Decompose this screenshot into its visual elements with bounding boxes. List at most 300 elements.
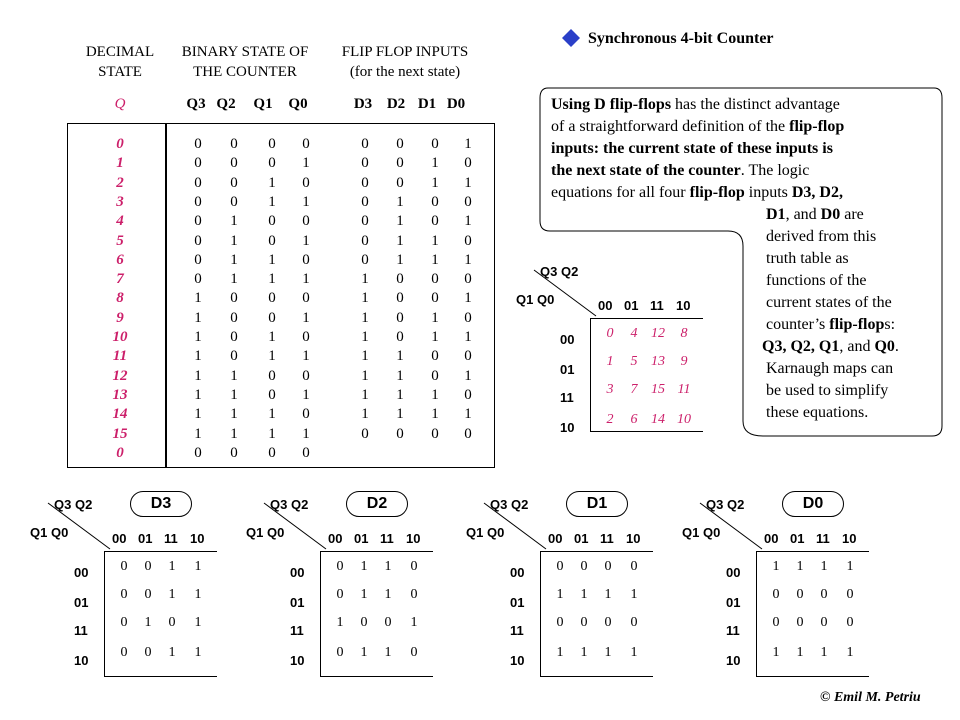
kmap-row-label: 11 bbox=[74, 623, 88, 638]
note-line: derived from this bbox=[766, 228, 877, 245]
note-line: be used to simplify bbox=[766, 382, 889, 399]
table-cell-next: 1 bbox=[361, 329, 369, 345]
kmap-row-label: 00 bbox=[74, 565, 89, 580]
table-cell-state: 1 bbox=[194, 309, 202, 326]
kmap-cell: 1 bbox=[194, 615, 202, 630]
table-bottom-border bbox=[67, 467, 495, 468]
table-cell-state: 0 bbox=[194, 271, 202, 288]
note-line: Using D flip-flops has the distinct advantage bbox=[551, 96, 840, 113]
note-line: inputs: the current state of these inputs is bbox=[551, 140, 833, 157]
table-cell-next: 1 bbox=[431, 329, 439, 345]
table-cell-next: 0 bbox=[361, 425, 369, 442]
table-cell-next: 0 bbox=[464, 155, 472, 172]
kmap-cell: 0 bbox=[630, 559, 638, 574]
kmap-row-label: 10 bbox=[290, 653, 305, 668]
kmap-cell: 0 bbox=[846, 615, 854, 630]
kmap-cell: 1 bbox=[604, 645, 612, 660]
kmap-cell: 0 bbox=[144, 559, 152, 574]
table-cell-next: 1 bbox=[396, 213, 404, 230]
table-cell-state: 1 bbox=[302, 348, 310, 365]
kmap-col-label: 00 bbox=[328, 531, 343, 546]
kmap-index-cell: 5 bbox=[630, 354, 638, 369]
table-row-decimal: 7 bbox=[116, 271, 124, 288]
kmap-col-label: 11 bbox=[816, 531, 830, 546]
table-cell-state: 1 bbox=[268, 251, 276, 268]
kmap-row-label: 01 bbox=[74, 595, 89, 610]
table-row-decimal: 6 bbox=[116, 251, 124, 268]
table-cell-next: 0 bbox=[431, 425, 439, 442]
kmap-cell: 1 bbox=[384, 645, 392, 660]
kmap-cell: 0 bbox=[772, 587, 780, 602]
kmap-cell: 0 bbox=[410, 645, 418, 660]
kmap-row-label: 01 bbox=[510, 595, 525, 610]
kmap-side-label: Q1 Q0 bbox=[30, 525, 69, 540]
table-cell-next: 0 bbox=[361, 174, 369, 191]
table-cell-next: 1 bbox=[464, 213, 472, 230]
table-cell-state: 0 bbox=[230, 348, 238, 365]
table-cell-state: 1 bbox=[268, 329, 276, 345]
table-cell-state: 0 bbox=[230, 309, 238, 326]
table-cell-state: 0 bbox=[268, 386, 276, 403]
table-cell-state: 1 bbox=[268, 425, 276, 442]
table-cell-next: 0 bbox=[431, 367, 439, 384]
kmap-col-label: 11 bbox=[650, 298, 664, 313]
table-cell-next: 1 bbox=[431, 386, 439, 403]
kmap-index-cell: 3 bbox=[606, 382, 614, 397]
table-cell-next: 1 bbox=[396, 193, 404, 210]
table-cell-state: 0 bbox=[268, 290, 276, 307]
table-row-decimal: 10 bbox=[112, 329, 128, 345]
table-cell-state: 1 bbox=[230, 386, 238, 403]
table-row-decimal: 0 bbox=[116, 444, 124, 461]
header-q: Q bbox=[114, 96, 126, 112]
kmap-cell: 0 bbox=[846, 587, 854, 602]
kmap-index-cell: 15 bbox=[651, 382, 665, 397]
kmap-cell: 0 bbox=[580, 559, 588, 574]
kmap-col-label: 10 bbox=[190, 531, 205, 546]
table-cell-next: 0 bbox=[396, 174, 404, 191]
kmap-cell: 0 bbox=[604, 615, 612, 630]
table-cell-state: 0 bbox=[230, 136, 238, 152]
kmap-cell: 0 bbox=[336, 587, 344, 602]
kmap-cell: 1 bbox=[194, 645, 202, 660]
kmap-cell: 1 bbox=[796, 559, 804, 574]
table-cell-next: 1 bbox=[431, 251, 439, 268]
table-cell-state: 1 bbox=[268, 406, 276, 423]
kmap-cell: 0 bbox=[384, 615, 392, 630]
table-cell-state: 0 bbox=[302, 329, 310, 345]
table-cell-next: 1 bbox=[396, 232, 404, 249]
kmap-index-cell: 9 bbox=[680, 354, 688, 369]
table-row-decimal: 15 bbox=[112, 425, 128, 442]
table-cell-next: 1 bbox=[464, 174, 472, 191]
table-row-decimal: 11 bbox=[112, 348, 128, 365]
table-cell-state: 1 bbox=[194, 329, 202, 345]
kmap-row-label: 10 bbox=[726, 653, 741, 668]
table-cell-state: 0 bbox=[268, 309, 276, 326]
kmap-cell: 0 bbox=[820, 615, 828, 630]
table-cell-next: 0 bbox=[361, 155, 369, 172]
note-line: these equations. bbox=[766, 404, 869, 421]
kmap-row-label: 11 bbox=[726, 623, 740, 638]
table-cell-state: 0 bbox=[194, 155, 202, 172]
kmap-row-label: 10 bbox=[74, 653, 89, 668]
kmap-index-cell: 11 bbox=[677, 382, 691, 397]
table-cell-next: 0 bbox=[431, 213, 439, 230]
table-cell-state: 1 bbox=[302, 155, 310, 172]
copyright: © Emil M. Petriu bbox=[820, 690, 921, 705]
kmap-cell: 1 bbox=[360, 559, 368, 574]
kmap-cell: 1 bbox=[336, 615, 344, 630]
table-cell-next: 1 bbox=[361, 290, 369, 307]
note-line: Q3, Q2, Q1, and Q0. bbox=[762, 338, 899, 355]
kmap-row-label: 00 bbox=[290, 565, 305, 580]
kmap-cell: 0 bbox=[772, 615, 780, 630]
table-cell-state: 0 bbox=[268, 232, 276, 249]
kmap-col-label: 00 bbox=[112, 531, 127, 546]
table-cell-state: 0 bbox=[302, 213, 310, 230]
table-cell-state: 1 bbox=[302, 193, 310, 210]
kmap-cell: 1 bbox=[630, 645, 638, 660]
table-cell-state: 1 bbox=[194, 425, 202, 442]
table-cell-state: 0 bbox=[302, 444, 310, 461]
table-cell-state: 0 bbox=[268, 155, 276, 172]
kmap-row-label: 00 bbox=[560, 332, 575, 347]
page-title: Synchronous 4-bit Counter bbox=[588, 30, 774, 47]
kmap-col-label: 00 bbox=[598, 298, 613, 313]
table-cell-state: 0 bbox=[268, 213, 276, 230]
kmap-row-label: 10 bbox=[560, 420, 575, 435]
table-cell-state: 0 bbox=[194, 174, 202, 191]
table-cell-state: 1 bbox=[230, 425, 238, 442]
kmap-cell: 1 bbox=[410, 615, 418, 630]
table-cell-state: 1 bbox=[230, 367, 238, 384]
header-input-col: D1 bbox=[417, 96, 437, 112]
header-input-col: D3 bbox=[353, 96, 373, 112]
kmap-cell: 1 bbox=[580, 587, 588, 602]
kmap-col-label: 11 bbox=[380, 531, 394, 546]
table-cell-state: 0 bbox=[194, 193, 202, 210]
table-cell-state: 0 bbox=[194, 444, 202, 461]
table-cell-next: 1 bbox=[396, 406, 404, 423]
table-cell-next: 0 bbox=[431, 271, 439, 288]
kmap-col-label: 11 bbox=[600, 531, 614, 546]
kmap-col-label: 01 bbox=[354, 531, 369, 546]
truth-table bbox=[0, 0, 500, 470]
table-row-decimal: 13 bbox=[112, 386, 128, 403]
table-row-decimal: 8 bbox=[116, 290, 124, 307]
kmap-title-d0: D0 bbox=[782, 491, 844, 517]
table-cell-state: 0 bbox=[230, 174, 238, 191]
table-cell-next: 1 bbox=[464, 290, 472, 307]
note-line: of a straightforward definition of the flip-flop bbox=[551, 118, 845, 135]
table-left-border bbox=[67, 123, 68, 468]
kmap-cell: 0 bbox=[410, 587, 418, 602]
kmap-cell: 0 bbox=[120, 559, 128, 574]
table-cell-next: 1 bbox=[431, 155, 439, 172]
kmap-row-label: 11 bbox=[290, 623, 304, 638]
kmap-cell: 1 bbox=[772, 559, 780, 574]
table-cell-next: 1 bbox=[431, 232, 439, 249]
table-row-decimal: 3 bbox=[116, 193, 124, 210]
kmap-cell: 1 bbox=[556, 587, 564, 602]
header-binary-1: BINARY STATE OF bbox=[181, 44, 309, 60]
table-cell-state: 1 bbox=[302, 271, 310, 288]
kmap-index-cell: 13 bbox=[651, 354, 665, 369]
kmap-cell: 1 bbox=[194, 587, 202, 602]
vertical-divider bbox=[165, 123, 167, 468]
note-line: truth table as bbox=[766, 250, 849, 267]
table-cell-state: 0 bbox=[230, 155, 238, 172]
kmap-cell: 1 bbox=[846, 645, 854, 660]
header-decimal-2: STATE bbox=[98, 64, 142, 80]
table-cell-state: 0 bbox=[230, 444, 238, 461]
kmap-cell: 0 bbox=[360, 615, 368, 630]
kmap-index-cell: 14 bbox=[651, 412, 665, 427]
note-line: current states of the bbox=[766, 294, 892, 311]
table-cell-state: 1 bbox=[230, 251, 238, 268]
kmap-cell: 0 bbox=[630, 615, 638, 630]
table-cell-state: 0 bbox=[302, 367, 310, 384]
kmap-cell: 1 bbox=[796, 645, 804, 660]
table-cell-state: 1 bbox=[268, 271, 276, 288]
table-cell-next: 1 bbox=[396, 348, 404, 365]
kmap-row-label: 00 bbox=[726, 565, 741, 580]
kmap-index-cell: 1 bbox=[606, 354, 614, 369]
table-cell-next: 1 bbox=[464, 329, 472, 345]
kmap-cell: 0 bbox=[336, 645, 344, 660]
table-row-decimal: 4 bbox=[116, 213, 124, 230]
kmap-cell: 1 bbox=[144, 615, 152, 630]
table-cell-next: 0 bbox=[464, 271, 472, 288]
kmap-col-label: 10 bbox=[406, 531, 421, 546]
kmap-cell: 1 bbox=[168, 645, 176, 660]
table-cell-next: 1 bbox=[464, 251, 472, 268]
kmap-col-label: 01 bbox=[624, 298, 639, 313]
header-state-col: Q2 bbox=[216, 96, 236, 112]
kmap-index-cell: 6 bbox=[630, 412, 638, 427]
table-cell-state: 1 bbox=[194, 348, 202, 365]
kmap-cell: 0 bbox=[144, 645, 152, 660]
kmap-col-label: 01 bbox=[138, 531, 153, 546]
table-cell-next: 1 bbox=[361, 271, 369, 288]
table-cell-next: 0 bbox=[464, 348, 472, 365]
kmap-side-label: Q1 Q0 bbox=[246, 525, 285, 540]
table-cell-state: 0 bbox=[302, 290, 310, 307]
note-line: Karnaugh maps can bbox=[766, 360, 894, 377]
table-cell-next: 1 bbox=[396, 386, 404, 403]
note-line: D1, and D0 are bbox=[766, 206, 864, 223]
kmap-row-label: 01 bbox=[726, 595, 741, 610]
table-cell-state: 1 bbox=[194, 386, 202, 403]
table-cell-next: 0 bbox=[431, 136, 439, 152]
diamond-icon bbox=[562, 29, 580, 47]
table-cell-state: 0 bbox=[194, 251, 202, 268]
table-cell-next: 0 bbox=[396, 271, 404, 288]
table-cell-next: 1 bbox=[431, 309, 439, 326]
table-row-decimal: 9 bbox=[116, 309, 124, 326]
kmap-index-cell: 8 bbox=[680, 326, 688, 341]
table-cell-state: 0 bbox=[194, 136, 202, 152]
table-cell-next: 0 bbox=[396, 290, 404, 307]
kmap-top-label: Q3 Q2 bbox=[270, 497, 309, 512]
table-cell-next: 1 bbox=[396, 367, 404, 384]
table-cell-next: 0 bbox=[464, 193, 472, 210]
table-cell-state: 1 bbox=[302, 232, 310, 249]
table-cell-state: 1 bbox=[194, 290, 202, 307]
table-cell-state: 1 bbox=[268, 174, 276, 191]
kmap-index-cell: 7 bbox=[630, 382, 638, 397]
header-state-col: Q3 bbox=[186, 96, 206, 112]
table-cell-next: 0 bbox=[431, 348, 439, 365]
table-cell-next: 1 bbox=[431, 174, 439, 191]
table-cell-state: 0 bbox=[194, 232, 202, 249]
header-state-col: Q1 bbox=[253, 96, 273, 112]
kmap-cell: 1 bbox=[580, 645, 588, 660]
note-line: functions of the bbox=[766, 272, 867, 289]
table-cell-next: 0 bbox=[396, 329, 404, 345]
kmap-cell: 1 bbox=[556, 645, 564, 660]
table-cell-next: 0 bbox=[464, 386, 472, 403]
kmap-cell: 0 bbox=[796, 615, 804, 630]
table-cell-state: 1 bbox=[302, 309, 310, 326]
table-cell-next: 1 bbox=[464, 367, 472, 384]
kmap-row-label: 00 bbox=[510, 565, 525, 580]
table-cell-next: 0 bbox=[396, 155, 404, 172]
kmap-cell: 1 bbox=[168, 587, 176, 602]
kmap-col-label: 10 bbox=[842, 531, 857, 546]
kmap-cell: 0 bbox=[820, 587, 828, 602]
header-ff-1: FLIP FLOP INPUTS bbox=[341, 44, 469, 60]
table-row-decimal: 0 bbox=[116, 136, 124, 152]
kmap-cell: 1 bbox=[360, 587, 368, 602]
kmap-cell: 1 bbox=[820, 559, 828, 574]
kmap-cell: 1 bbox=[772, 645, 780, 660]
note-line: the next state of the counter. The logic bbox=[551, 162, 810, 179]
kmap-cell: 0 bbox=[144, 587, 152, 602]
kmap-top-label: Q3 Q2 bbox=[490, 497, 529, 512]
kmap-side-label: Q1 Q0 bbox=[682, 525, 721, 540]
table-row-decimal: 1 bbox=[116, 155, 124, 172]
table-cell-state: 0 bbox=[230, 290, 238, 307]
table-cell-state: 1 bbox=[230, 406, 238, 423]
kmap-row-label: 11 bbox=[560, 390, 574, 405]
kmap-cell: 0 bbox=[580, 615, 588, 630]
table-cell-next: 1 bbox=[464, 406, 472, 423]
table-cell-next: 1 bbox=[361, 386, 369, 403]
kmap-top-label: Q3 Q2 bbox=[706, 497, 745, 512]
table-cell-next: 1 bbox=[361, 406, 369, 423]
table-cell-next: 0 bbox=[396, 309, 404, 326]
kmap-cell: 1 bbox=[168, 559, 176, 574]
table-cell-next: 0 bbox=[464, 309, 472, 326]
table-cell-state: 0 bbox=[268, 444, 276, 461]
kmap-title-d2: D2 bbox=[346, 491, 408, 517]
header-decimal-1: DECIMAL bbox=[85, 44, 155, 60]
table-cell-state: 0 bbox=[230, 193, 238, 210]
kmap-col-label: 10 bbox=[676, 298, 691, 313]
kmap-cell: 1 bbox=[360, 645, 368, 660]
kmap-side-label: Q1 Q0 bbox=[466, 525, 505, 540]
kmap-index-cell: 4 bbox=[630, 326, 638, 341]
kmap-index-cell: 2 bbox=[606, 412, 614, 427]
table-cell-state: 1 bbox=[268, 348, 276, 365]
table-row-decimal: 14 bbox=[112, 406, 128, 423]
header-state-col: Q0 bbox=[288, 96, 308, 112]
kmap-row-label: 11 bbox=[510, 623, 524, 638]
kmap-index-cell: 0 bbox=[606, 326, 614, 341]
table-right-border bbox=[494, 123, 495, 468]
kmap-cell: 1 bbox=[604, 587, 612, 602]
table-cell-state: 1 bbox=[302, 425, 310, 442]
kmap-side-label: Q1 Q0 bbox=[516, 292, 555, 307]
table-cell-next: 1 bbox=[396, 251, 404, 268]
header-input-col: D0 bbox=[446, 96, 466, 112]
kmap-cell: 0 bbox=[410, 559, 418, 574]
kmap-col-label: 00 bbox=[764, 531, 779, 546]
table-cell-next: 0 bbox=[464, 425, 472, 442]
table-cell-state: 0 bbox=[302, 406, 310, 423]
table-cell-state: 1 bbox=[230, 271, 238, 288]
kmap-cell: 1 bbox=[384, 587, 392, 602]
table-cell-state: 0 bbox=[268, 367, 276, 384]
table-cell-next: 0 bbox=[431, 193, 439, 210]
table-cell-state: 1 bbox=[230, 213, 238, 230]
kmap-title-d3: D3 bbox=[130, 491, 192, 517]
kmap-row-label: 01 bbox=[290, 595, 305, 610]
table-row-decimal: 2 bbox=[116, 174, 124, 191]
table-cell-next: 0 bbox=[361, 251, 369, 268]
table-cell-state: 1 bbox=[194, 406, 202, 423]
kmap-index-cell: 12 bbox=[651, 326, 665, 341]
table-cell-state: 1 bbox=[194, 367, 202, 384]
table-cell-next: 0 bbox=[464, 232, 472, 249]
kmap-cell: 0 bbox=[604, 559, 612, 574]
table-row-decimal: 5 bbox=[116, 232, 124, 249]
kmap-cell: 0 bbox=[336, 559, 344, 574]
kmap-col-label: 01 bbox=[790, 531, 805, 546]
kmap-cell: 1 bbox=[194, 559, 202, 574]
header-ff-2: (for the next state) bbox=[349, 64, 461, 80]
kmap-cell: 1 bbox=[630, 587, 638, 602]
table-row-decimal: 12 bbox=[112, 367, 128, 384]
kmap-col-label: 10 bbox=[626, 531, 641, 546]
header-divider bbox=[67, 123, 495, 124]
kmap-cell: 0 bbox=[556, 559, 564, 574]
table-cell-next: 0 bbox=[361, 193, 369, 210]
kmap-title-d1: D1 bbox=[566, 491, 628, 517]
kmap-row-label: 10 bbox=[510, 653, 525, 668]
header-input-col: D2 bbox=[386, 96, 406, 112]
header-binary-2: THE COUNTER bbox=[193, 64, 297, 80]
kmap-top-label: Q3 Q2 bbox=[54, 497, 93, 512]
table-cell-state: 0 bbox=[268, 136, 276, 152]
table-cell-state: 1 bbox=[302, 386, 310, 403]
table-cell-next: 1 bbox=[464, 136, 472, 152]
table-cell-next: 0 bbox=[396, 425, 404, 442]
table-cell-state: 1 bbox=[230, 232, 238, 249]
kmap-col-label: 11 bbox=[164, 531, 178, 546]
table-cell-next: 1 bbox=[361, 309, 369, 326]
note-line: equations for all four flip-flop inputs D3, D2, bbox=[551, 184, 843, 201]
table-cell-next: 1 bbox=[361, 348, 369, 365]
table-cell-next: 0 bbox=[361, 136, 369, 152]
kmap-cell: 0 bbox=[168, 615, 176, 630]
kmap-cell: 0 bbox=[120, 645, 128, 660]
kmap-row-label: 01 bbox=[560, 362, 575, 377]
table-cell-state: 0 bbox=[302, 251, 310, 268]
table-cell-state: 0 bbox=[302, 174, 310, 191]
